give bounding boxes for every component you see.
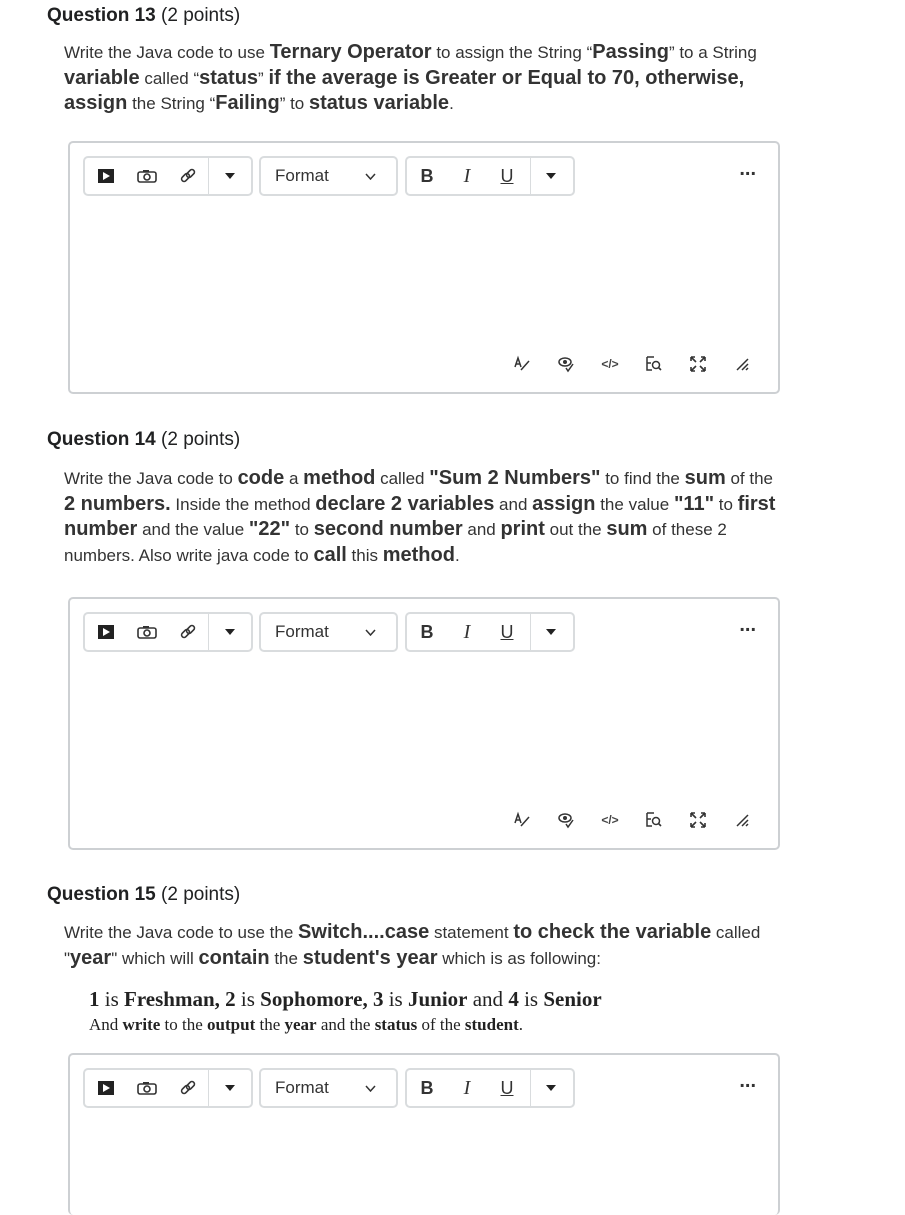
insert-toolbar-group [83, 156, 253, 196]
format-select-label: Format [275, 166, 329, 185]
preview-icon[interactable] [632, 809, 676, 831]
question-13-title: Question 13 (2 points) [47, 5, 241, 26]
chevron-down-icon [365, 1085, 395, 1092]
accessibility-check-icon[interactable] [544, 809, 588, 831]
format-select-label: Format [275, 622, 329, 641]
insert-image-icon[interactable] [126, 614, 167, 650]
text-style-toolbar-group [405, 612, 575, 652]
more-options-button[interactable]: ... [739, 158, 756, 180]
source-code-button[interactable]: </> [601, 357, 619, 371]
insert-toolbar-group [83, 612, 253, 652]
question-13-editor[interactable] [68, 141, 780, 394]
more-options-button[interactable]: ... [739, 614, 756, 636]
source-code-button[interactable]: </> [601, 813, 619, 827]
insert-link-icon[interactable] [167, 1070, 208, 1106]
format-select-label: Format [275, 1078, 329, 1097]
spellcheck-icon[interactable] [500, 353, 544, 375]
insert-link-icon[interactable] [167, 158, 208, 194]
bold-button[interactable]: B [420, 1077, 434, 1098]
chevron-down-icon [365, 629, 395, 636]
italic-button[interactable]: I [463, 620, 471, 643]
bold-button[interactable]: B [420, 621, 434, 642]
question-15-year-list: 1 is Freshman, 2 is Sophomore, 3 is Junior and 4 is Senior And write to the output the year and the status of the student. [89, 987, 602, 1034]
fullscreen-icon[interactable] [676, 809, 720, 831]
question-15-title: Question 15 (2 points) [47, 884, 241, 905]
accessibility-check-icon[interactable] [544, 353, 588, 375]
text-style-toolbar-group [405, 156, 575, 196]
insert-media-icon[interactable] [85, 614, 126, 650]
insert-image-icon[interactable] [126, 158, 167, 194]
insert-link-icon[interactable] [167, 614, 208, 650]
insert-media-icon[interactable] [85, 1070, 126, 1106]
text-style-dropdown-icon[interactable] [531, 614, 571, 650]
insert-image-icon[interactable] [126, 1070, 167, 1106]
question-14-prompt: Write the Java code to code a method called "Sum 2 Numbers" to find the sum of the 2 numbers. Inside the method declare 2 variables and assign the value "11" to first number and the value "22" to second number and print out the sum of these 2 numbers. Also write java code to call this method. [64, 467, 776, 566]
question-13-prompt: Write the Java code to use Ternary Operator to assign the String “Passing” to a String variable called “status” if the average is Greater or Equal to 70, otherwise, assign the String “Failing” to status variable. [64, 41, 757, 114]
chevron-down-icon [365, 173, 395, 180]
italic-button[interactable]: I [463, 1076, 471, 1099]
fullscreen-icon[interactable] [676, 353, 720, 375]
editor-bottom-tools [500, 353, 764, 375]
underline-button[interactable]: U [500, 1077, 514, 1098]
spellcheck-icon[interactable] [500, 809, 544, 831]
insert-dropdown-icon[interactable] [209, 158, 250, 194]
insert-media-icon[interactable] [85, 158, 126, 194]
format-select[interactable] [259, 156, 398, 196]
underline-button[interactable]: U [500, 165, 514, 186]
resize-handle-icon[interactable] [720, 809, 764, 831]
insert-toolbar-group [83, 1068, 253, 1108]
underline-button[interactable]: U [500, 621, 514, 642]
more-options-button[interactable]: ... [739, 1070, 756, 1092]
italic-button[interactable]: I [463, 164, 471, 187]
text-style-dropdown-icon[interactable] [531, 158, 571, 194]
resize-handle-icon[interactable] [720, 353, 764, 375]
text-style-dropdown-icon[interactable] [531, 1070, 571, 1106]
preview-icon[interactable] [632, 353, 676, 375]
question-15-editor[interactable] [68, 1053, 780, 1215]
question-14-title: Question 14 (2 points) [47, 429, 241, 450]
editor-bottom-tools [500, 809, 764, 831]
insert-dropdown-icon[interactable] [209, 1070, 250, 1106]
text-style-toolbar-group [405, 1068, 575, 1108]
insert-dropdown-icon[interactable] [209, 614, 250, 650]
bold-button[interactable]: B [420, 165, 434, 186]
question-15-prompt: Write the Java code to use the Switch....case statement to check the variable called "year" which will contain the student's year which is as following: [64, 921, 761, 969]
format-select[interactable] [259, 612, 398, 652]
format-select[interactable] [259, 1068, 398, 1108]
question-14-editor[interactable] [68, 597, 780, 850]
